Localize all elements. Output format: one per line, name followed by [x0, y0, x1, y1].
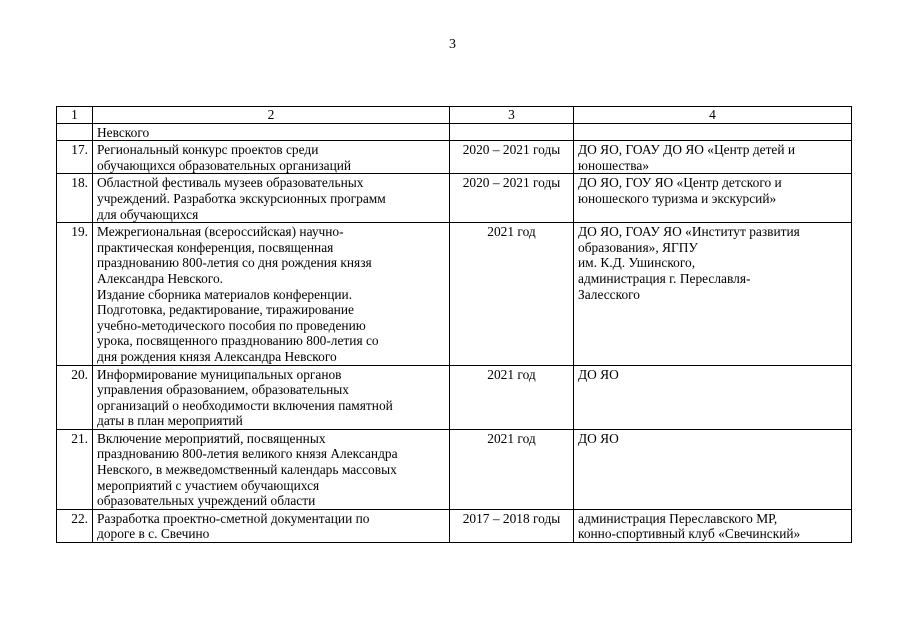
table-header-row	[57, 107, 852, 124]
event-description: Областной фестиваль музеев образовательных учреждений. Разработка экскурсионных программ для обучающихся	[93, 174, 450, 223]
event-description: Информирование муниципальных органов управления образованием, образовательных организаций о необходимости включения памятной даты в план мероприятий	[93, 365, 450, 429]
event-description: Межрегиональная (всероссийская) научно- практическая конференция, посвященная празднованию 800-летия со дня рождения князя Александра Невского. Издание сборника материалов конференции. Подготовка, редактирование, тиражирование учебно-методического пособия по проведению урока, посвященного празднованию 800-летия со дня рождения князя Александра Невского	[93, 223, 450, 365]
row-number: 17.	[57, 141, 93, 174]
table-row	[57, 174, 852, 223]
page-number: 3	[449, 37, 456, 52]
event-responsible: ДО ЯО	[574, 429, 852, 509]
event-responsible: ДО ЯО, ГОУ ЯО «Центр детского и юношеского туризма и экскурсий»	[574, 174, 852, 223]
row-number: 21.	[57, 429, 93, 509]
event-description: Региональный конкурс проектов среди обучающихся образовательных организаций	[93, 141, 450, 174]
event-period	[450, 123, 574, 141]
event-period: 2021 год	[450, 365, 574, 429]
row-number: 19.	[57, 223, 93, 365]
event-period: 2021 год	[450, 429, 574, 509]
event-responsible: ДО ЯО, ГОАУ ДО ЯО «Центр детей и юношества»	[574, 141, 852, 174]
table-row	[57, 429, 852, 509]
event-period: 2017 – 2018 годы	[450, 509, 574, 542]
event-responsible	[574, 123, 852, 141]
table-row	[57, 365, 852, 429]
event-responsible: ДО ЯО, ГОАУ ЯО «Институт развития образования», ЯГПУ им. К.Д. Ушинского, администрация г. Переславля- Залесского	[574, 223, 852, 365]
table-row	[57, 123, 852, 141]
event-period: 2021 год	[450, 223, 574, 365]
event-responsible: администрация Переславского МР, конно-спортивный клуб «Свечинский»	[574, 509, 852, 542]
row-number: 22.	[57, 509, 93, 542]
row-number: 20.	[57, 365, 93, 429]
events-table	[56, 106, 852, 543]
header-cell-2: 2	[93, 107, 450, 124]
row-number	[57, 123, 93, 141]
event-period: 2020 – 2021 годы	[450, 141, 574, 174]
event-description: Включение мероприятий, посвященных празднованию 800-летия великого князя Александра Невского, в межведомственный календарь массовых мероприятий с участием обучающихся образовательных учреждений области	[93, 429, 450, 509]
table-row	[57, 223, 852, 365]
event-period: 2020 – 2021 годы	[450, 174, 574, 223]
event-description: Разработка проектно-сметной документации по дороге в с. Свечино	[93, 509, 450, 542]
event-responsible: ДО ЯО	[574, 365, 852, 429]
table-row	[57, 509, 852, 542]
header-cell-4: 4	[574, 107, 852, 124]
header-cell-1: 1	[57, 107, 93, 124]
table-row	[57, 141, 852, 174]
row-number: 18.	[57, 174, 93, 223]
header-cell-3: 3	[450, 107, 574, 124]
event-description: Невского	[93, 123, 450, 141]
